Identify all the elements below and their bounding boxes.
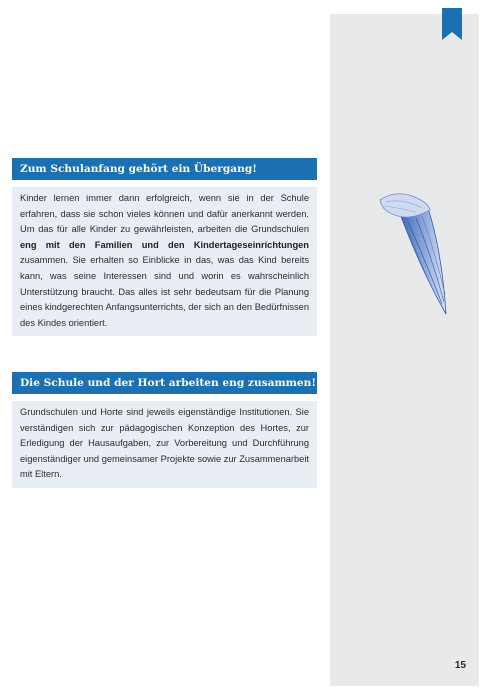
- bookmark-ribbon-icon: [442, 8, 462, 40]
- body-text: Kinder lernen immer dann erfolgreich, wenn sie in der Schule erfahren, dass sie schon vieles können und dafür anerkannt werden. Um das für alle Kinder zu gewährleisten, arbeiten die Grundschulen: [20, 193, 309, 235]
- section-heading: Die Schule und der Hort arbeiten eng zusammen!: [12, 372, 317, 394]
- sidebar-panel: [330, 14, 479, 686]
- section-body: [12, 187, 317, 336]
- body-text: Grundschulen und Horte sind jeweils eigenständige Institutionen. Sie verständigen sich zur pädagogischen Konzeption des Hortes, zur Erledigung der Hausaufgaben, zur Vorbereitung und Durchführung eigenständiger und gemeinsamer Projekte sowie zur Zusammenarbeit mit Eltern.: [20, 407, 309, 480]
- body-text: zusammen. Sie erhalten so Einblicke in das, was das Kind bereits kann, was seine Interessen sind und worin es wahrscheinlich Unterstützung braucht. Das alles ist sehr bedeutsam für die Planung eines kindgerechten Anfangsunterrichts, der sich an den Bedürfnissen des Kindes orientiert.: [20, 255, 309, 328]
- section-heading: Zum Schulanfang gehört ein Übergang!: [12, 158, 317, 180]
- school-cone-illustration: [372, 182, 458, 318]
- page-number: 15: [454, 660, 466, 671]
- section-schulanfang: [12, 158, 317, 336]
- section-schule-hort: [12, 372, 317, 488]
- body-emphasis: eng mit den Familien und den Kindertageseinrichtungen: [20, 239, 309, 250]
- section-body: [12, 401, 317, 488]
